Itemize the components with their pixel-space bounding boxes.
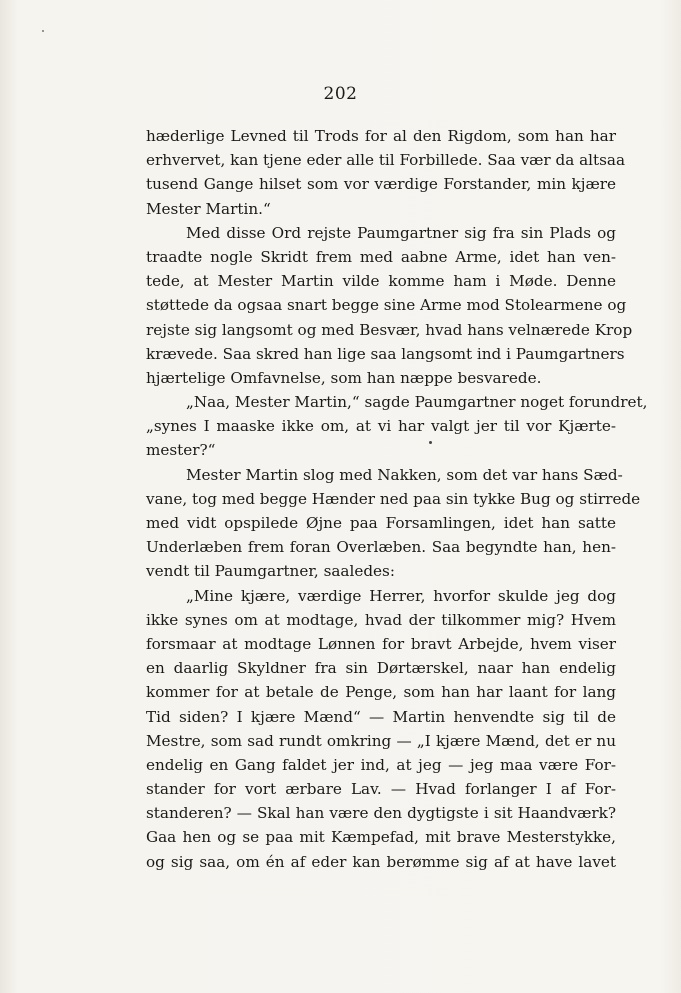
text-line: vendt til Paumgartner, saaledes: xyxy=(146,562,395,581)
text-line: endelig en Gang faldet jer ind, at jeg — jeg maa være For- xyxy=(146,755,616,774)
text-line: støttede da ogsaa snart begge sine Arme mod Stolearmene og xyxy=(146,296,627,315)
text-line: Med disse Ord rejste Paumgartner sig fra sin Plads og xyxy=(186,223,616,242)
text-line: med vidt opspilede Øjne paa Forsamlingen, idet han satte xyxy=(146,514,616,532)
text-line: Gaa hen og se paa mit Kæmpefad, mit brave Mesterstykke, xyxy=(146,828,616,847)
text-line: og sig saa, om én af eder kan berømme sig af at have lavet xyxy=(146,852,616,871)
text-line: rejste sig langsomt og med Besvær, hvad hans velnærede Krop xyxy=(146,320,633,339)
text-line: stander for vort ærbare Lav. — Hvad forlanger I af For- xyxy=(146,780,616,799)
text-line: hæderlige Levned til Trods for al den Rigdom, som han har xyxy=(146,127,616,145)
text-line: „synes I maaske ikke om, at vi har valgt jer til vor Kjærte- xyxy=(146,417,616,436)
text-line: kommer for at betale de Penge, som han har laant for lang xyxy=(146,683,616,702)
text-line: erhvervet, kan tjene eder alle til Forbillede. Saa vær da altsaa xyxy=(146,151,626,170)
text-line: hjærtelige Omfavnelse, som han næppe besvarede. xyxy=(146,368,542,387)
text-line: „Naa, Mester Martin,“ sagde Paumgartner noget forundret, xyxy=(186,393,648,412)
text-line: Underlæben frem foran Overlæben. Saa begyndte han, hen- xyxy=(146,538,616,557)
text-line: krævede. Saa skred han lige saa langsomt ind i Paumgartners xyxy=(146,344,625,363)
text-line: Tid siden? I kjære Mænd“ — Martin henvendte sig til de xyxy=(146,707,616,726)
body-text xyxy=(146,124,648,874)
page-number: 202 xyxy=(323,84,358,104)
text-line: Mestre, som sad rundt omkring — „I kjære Mænd, det er nu xyxy=(146,731,616,750)
text-line: vane, tog med begge Hænder ned paa sin tykke Bug og stirrede xyxy=(146,489,641,508)
text-line: Mester Martin slog med Nakken, som det var hans Sæd- xyxy=(186,465,623,484)
text-line: traadte nogle Skridt frem med aabne Arme, idet han ven- xyxy=(146,247,616,266)
ink-speck xyxy=(42,30,44,32)
text-line: tede, at Mester Martin vilde komme ham i Møde. Denne xyxy=(146,272,616,291)
text-line: ikke synes om at modtage, hvad der tilkommer mig? Hvem xyxy=(146,610,616,629)
text-line: „Mine kjære, værdige Herrer, hvorfor skulde jeg dog xyxy=(186,586,616,605)
text-line: standeren? — Skal han være den dygtigste i sit Haandværk? xyxy=(146,804,616,823)
text-line: tusend Gange hilset som vor værdige Forstander, min kjære xyxy=(146,175,616,194)
text-line: mester?“ xyxy=(146,441,216,460)
text-line: en daarlig Skyldner fra sin Dørtærskel, naar han endelig xyxy=(146,659,616,678)
text-line: forsmaar at modtage Lønnen for bravt Arbejde, hvem viser xyxy=(146,634,616,653)
ink-speck xyxy=(429,441,432,444)
text-line: Mester Martin.“ xyxy=(146,199,271,218)
